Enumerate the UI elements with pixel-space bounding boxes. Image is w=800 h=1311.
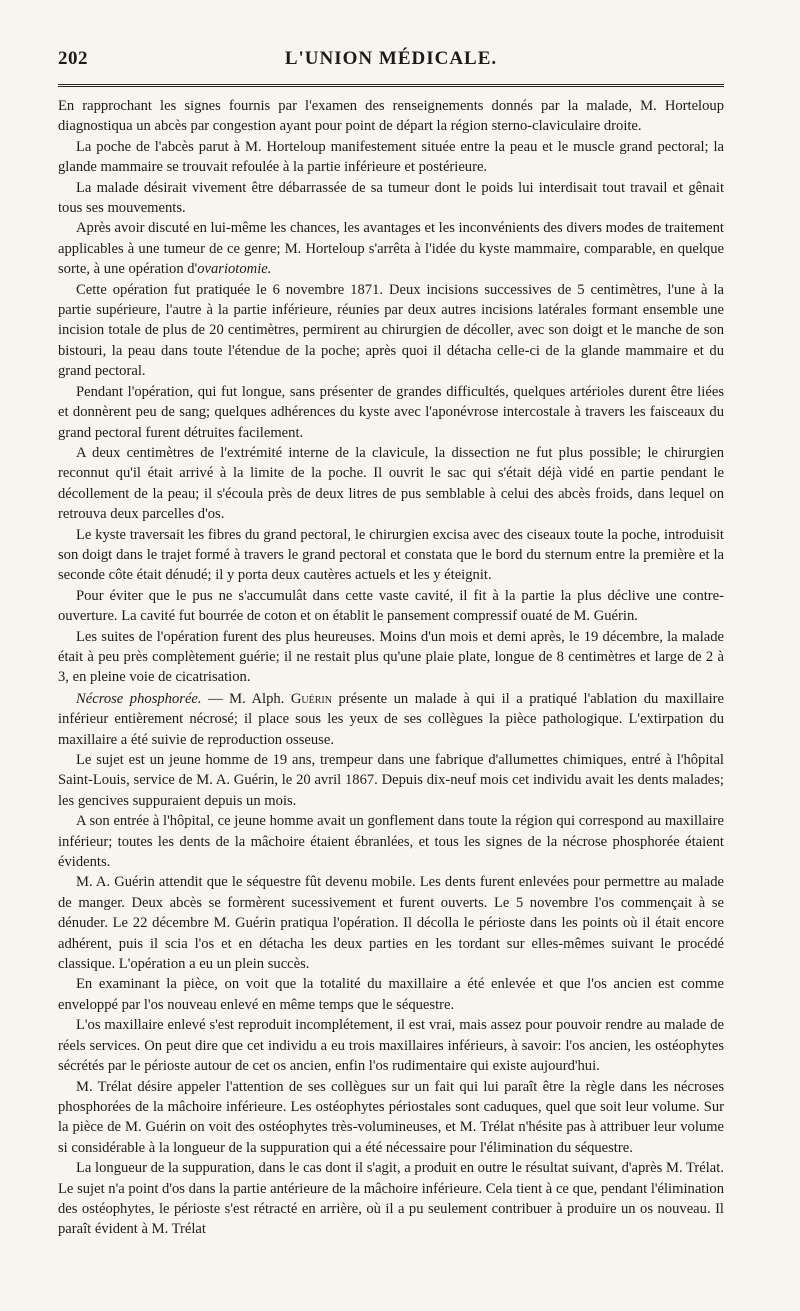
paragraph-1: En rapprochant les signes fournis par l'examen des renseignements donnés par la malade, M. Horteloup diagnostiqua un abcès par congestion ayant pour point de départ la région sterno-claviculaire droite.: [58, 98, 724, 135]
paragraph-18: La longueur de la suppuration, dans le cas dont il s'agit, a produit en outre le résultat suivant, d'après M. Trélat. Le sujet n'a point d'os dans la partie antérieure de la mâchoire inférieure. Cela tient à ce que, pendant l'élimination des ostéophytes, le périoste s'est rétracté en arrière, où il a pu seulement contribuer à produire un os nouveau. Il paraît évident à M. Trélat: [58, 1160, 724, 1238]
page-number: 202: [58, 48, 88, 69]
paragraph-5: Cette opération fut pratiquée le 6 novembre 1871. Deux incisions successives de 5 centimètres, l'une à la partie supérieure, l'autre à la partie inférieure, réunies par deux autres incisions latérales formant ensemble une incision totale de plus de 20 centimètres, permirent au chirurgien de décoller, avec son doigt et le manche de son bistouri, la peau dans toute l'étendue de la poche; après quoi il détacha celle-ci de la glande mammaire et du grand pectoral.: [58, 281, 724, 380]
paragraph-3: La malade désirait vivement être débarrassée de sa tumeur dont le poids lui interdisait tout travail et gênait tous ses mouvements.: [58, 179, 724, 217]
ovariotomie-term: ovariotomie.: [197, 261, 272, 278]
paragraph-14: M. A. Guérin attendit que le séquestre fût devenu mobile. Les dents furent enlevées pour permettre au malade de manger. Deux abcès se formèrent sucessivement et furent ouverts. Le 5 novembre l'os commençait à se dénuder. Le 22 décembre M. Guérin pratiqua l'opération. Il décolla le périoste dans les points où il était encore adhérent, puis il scia l'os et en détacha les deux parties en les tordant sur elles-mêmes suivant le procédé classique. L'opération a eu un plein succès.: [58, 874, 724, 973]
paragraph-15: En examinant la pièce, on voit que la totalité du maxillaire a été enlevée et que l'os ancien est comme enveloppé par l'os nouveau enlevé en même temps que le séquestre.: [58, 976, 724, 1013]
author-surname: Guérin: [290, 690, 332, 707]
paragraph-10: Les suites de l'opération furent des plus heureuses. Moins d'un mois et demi après, le 19 décembre, la malade était à peu près complètement guérie; il ne restait plus qu'une plaie plate, longue de 8 centimètres et large de 2 à 3, en pleine voie de cicatrisation.: [58, 628, 724, 686]
section-heading: Nécrose phosphorée.: [76, 690, 202, 707]
paragraph-2: La poche de l'abcès parut à M. Horteloup manifestement située entre la peau et le muscle grand pectoral; la glande mammaire se trouvait refoulée à la partie inférieure et postérieure.: [58, 138, 724, 176]
paragraph-7: A deux centimètres de l'extrémité interne de la clavicule, la dissection ne fut plus possible; le chirurgien reconnut qu'il était arrivé à la limite de la poche. Il ouvrit le sac qui s'était déjà vidé en partie pendant le décollement de la peau; il s'écoula près de deux litres de pus semblable à celui des abcès froids, dans lequel on retrouva deux parcelles d'os.: [58, 444, 724, 523]
paragraph-8: Le kyste traversait les fibres du grand pectoral, le chirurgien excisa avec des ciseaux toute la poche, introduisit son doigt dans le trajet formé à travers le grand pectoral et constata que le bord du sternum entre la première et la seconde côte était dénudé; il y porta deux cautères actuels et les y éteignit.: [58, 526, 724, 584]
paragraph-11: [58, 689, 724, 750]
article-body: [58, 96, 724, 1240]
running-header: [58, 48, 724, 84]
header-rule: [58, 84, 724, 90]
paragraph-12: Le sujet est un jeune homme de 19 ans, trempeur dans une fabrique d'allumettes chimiques, entré à l'hôpital Saint-Louis, service de M. A. Guérin, le 20 avril 1867. Depuis dix-neuf mois cet individu avait les dents malades; les gencives suppuraient depuis un mois.: [58, 752, 724, 809]
paragraph-17: M. Trélat désire appeler l'attention de ses collègues sur un fait qui lui paraît être la règle dans les nécroses phosphorées de la mâchoire inférieure. Les ostéophytes périostales sont caduques, quel que soit leur volume. Sur la pièce de M. Guérin on voit des ostéophytes très-volumineuses, et M. Trélat n'hésite pas à attribuer leur volume si considérable à la longueur de la suppuration qui a été nécessaire pour l'élimination du séquestre.: [58, 1078, 724, 1156]
running-title: L'UNION MÉDICALE.: [284, 48, 498, 69]
paragraph-4: [58, 218, 724, 279]
paragraph-16: L'os maxillaire enlevé s'est reproduit incomplétement, il est vrai, mais assez pour pouvoir rendre au malade de réels services. On peut dire que cet individu a eu trois maxillaires inférieurs, à savoir: l'os ancien, les ostéophytes sécrétés par le périoste autour de cet os ancien, enfin l'os rudimentaire qui existe aujourd'hui.: [58, 1017, 724, 1075]
paragraph-11-text: présente un malade à qui il a pratiqué l'ablation du maxillaire inférieur entièrement nécrosé; il place sous les yeux de ses collègues la pièce pathologique. L'extirpation du maxillaire a été suivie de reproduction osseuse.: [58, 690, 725, 748]
section-dash: — M. Alph.: [201, 690, 291, 707]
paragraph-9: Pour éviter que le pus ne s'accumulât dans cette vaste cavité, il fit à la partie la plus déclive une contre-ouverture. La cavité fut bourrée de coton et on établit le pansement compressif ouaté de M. Guérin.: [58, 587, 724, 625]
paragraph-6: Pendant l'opération, qui fut longue, sans présenter de grandes difficultés, quelques artérioles durent être liées et donnèrent peu de sang; quelques adhérences du kyste avec l'aponévrose intercostale à travers les faisceaux du grand pectoral furent détruites facilement.: [58, 383, 724, 441]
paragraph-4-text: Après avoir discuté en lui-même les chances, les avantages et les inconvénients des divers modes de traitement applicables à une tumeur de ce genre; M. Horteloup s'arrêta à l'idée du kyste mammaire, comparable, en quelque sorte, à une opération d': [58, 220, 724, 278]
paragraph-13: A son entrée à l'hôpital, ce jeune homme avait un gonflement dans toute la région qui correspond au maxillaire inférieur; toutes les dents de la mâchoire étaient ébranlées, et tous les signes de la nécrose phosphorée étaient évidents.: [58, 813, 724, 871]
